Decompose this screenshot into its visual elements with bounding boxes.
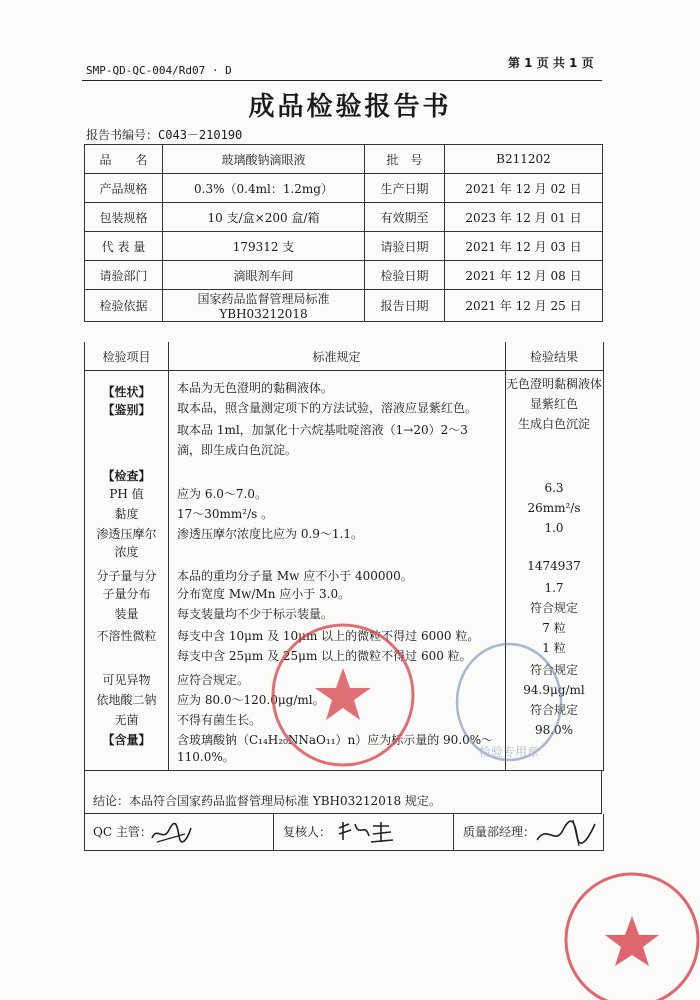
standard-line: 渗透压摩尔浓度比应为 0.9～1.1。 [177, 527, 363, 541]
result-value: 1.7 [544, 581, 564, 595]
standard-line: 本品的重均分子量 Mw 应不小于 400000。 [177, 569, 413, 583]
item-character: 【性状】 [102, 385, 151, 399]
result-value: 6.3 [544, 481, 564, 495]
column-divider [168, 342, 169, 770]
spec-value: 0.3%（0.4ml：1.2mg） [163, 174, 365, 203]
expiry-label: 有效期至 [365, 203, 445, 232]
item-molecular-weight: 分子量与分 [96, 569, 157, 583]
result-value: 7 粒 [542, 621, 566, 635]
document-title: 成品检验报告书 [248, 92, 452, 122]
dept-value: 滴眼剂车间 [163, 261, 365, 290]
batch-value: B211202 [445, 145, 603, 174]
header-rule [82, 80, 602, 81]
result-value: 98.0% [534, 723, 574, 737]
dept-label: 请验部门 [85, 261, 163, 290]
request-date-label: 请验日期 [365, 232, 445, 261]
test-date-label: 检验日期 [365, 261, 445, 290]
expiry-value: 2023 年 12 月 01 日 [445, 203, 603, 232]
result-value: 无色澄明黏稠液体 [505, 377, 602, 391]
test-seal-text: 检验专用章 [478, 745, 540, 759]
pack-value: 10 支/盒×200 盒/箱 [163, 203, 365, 232]
item-edta: 依地酸二钠 [96, 693, 157, 707]
standard-line: 每支装量均不少于标示装量。 [177, 607, 334, 621]
qc-supervisor-label: QC 主管： [93, 825, 152, 839]
company-seal [268, 620, 418, 770]
conclusion: 结论：本品符合国家药品监督管理局标准 YBH03212018 规定。 [84, 770, 602, 814]
standard-line: 含玻璃酸钠（C₁₄H₂₀NNaO₁₁）n）应为标示量的 90.0%～110.0%。 [177, 733, 494, 764]
standard-line: 应为 6.0～7.0。 [177, 487, 267, 501]
standard-line: 不得有菌生长。 [177, 713, 262, 727]
item-molecular-weight-2: 子量分布 [102, 587, 151, 601]
report-number-label: 报告书编号： [86, 128, 159, 142]
mfg-date-label: 生产日期 [365, 174, 445, 203]
item-ph: PH 值 [109, 487, 144, 501]
standard-line: 滴，即生成白色沉淀。 [177, 443, 298, 457]
item-osmolality: 渗透压摩尔 [96, 527, 157, 541]
col-header-standard: 标准规定 [312, 350, 361, 364]
test-seal [452, 640, 567, 770]
form-code: SMP-QD-QC-004/Rd07 · D [86, 64, 232, 77]
quantity-value: 179312 支 [163, 232, 365, 261]
request-date-value: 2021 年 12 月 03 日 [445, 232, 603, 261]
product-value: 玻璃酸钠滴眼液 [163, 145, 365, 174]
item-sterility: 无菌 [114, 713, 139, 727]
standard-line: 取本品 1ml，加氯化十六烷基吡啶溶液（1→20）2～3 [177, 423, 468, 437]
result-value: 显紫红色 [529, 397, 578, 411]
report-date-value: 2021 年 12 月 25 日 [445, 290, 603, 322]
report-number [86, 126, 242, 143]
item-fill-volume: 装量 [114, 607, 139, 621]
spec-label: 产品规格 [85, 174, 163, 203]
standard-line: 取本品，照含量测定项下的方法试验，溶液应显紫红色。 [177, 401, 478, 415]
test-date-value: 2021 年 12 月 08 日 [445, 261, 603, 290]
item-examination: 【检查】 [102, 469, 151, 483]
page-info: 第 1 页 共 1 页 [508, 56, 594, 70]
item-identification: 【鉴别】 [102, 403, 151, 417]
result-value: 符合规定 [529, 601, 578, 615]
pack-label: 包装规格 [85, 203, 163, 232]
standard-line: 分布宽度 Mw/Mn 应小于 3.0。 [177, 587, 351, 601]
result-value: 1 粒 [542, 641, 566, 655]
basis-label: 检验依据 [85, 290, 163, 322]
col-header-item: 检验项目 [102, 350, 151, 364]
result-value: 94.9μg/ml [523, 683, 585, 697]
column-divider [273, 814, 274, 850]
standard-line: 每支中含 25μm 及 25μm 以上的微粒不得过 600 粒。 [177, 649, 472, 663]
basis-value: 国家药品监督管理局标准 YBH03212018 [163, 290, 365, 322]
result-value: 1474937 [527, 559, 581, 573]
result-value: 符合规定 [529, 703, 578, 717]
mfg-date-value: 2021 年 12 月 02 日 [445, 174, 603, 203]
standard-line: 本品为无色澄明的黏稠液体。 [177, 381, 334, 395]
reviewer-label: 复核人： [283, 825, 332, 839]
standard-line: 应符合规定。 [177, 673, 250, 687]
product-label: 品 名 [85, 145, 163, 174]
qa-signature [533, 816, 599, 848]
item-viscosity: 黏度 [114, 507, 139, 521]
report-number-value: C043－210190 [158, 128, 243, 142]
quantity-label: 代 表 量 [85, 232, 163, 261]
header-divider [85, 370, 603, 371]
product-info-table [84, 144, 603, 322]
result-value: 生成白色沉淀 [517, 417, 590, 431]
result-value: 1.0 [544, 521, 564, 535]
batch-label: 批 号 [365, 145, 445, 174]
standard-line: 17～30mm²/s 。 [177, 507, 274, 521]
qc-signature [149, 820, 193, 846]
result-value: 符合规定 [529, 663, 578, 677]
item-particles: 不溶性微粒 [96, 629, 157, 643]
item-visible-matter: 可见异物 [102, 673, 151, 687]
column-divider [453, 814, 454, 850]
result-value: 26mm²/s [527, 501, 581, 515]
reviewer-signature [335, 818, 395, 846]
col-header-result: 检验结果 [529, 350, 578, 364]
signature-row [84, 814, 604, 851]
item-osmolality-2: 浓度 [114, 545, 139, 559]
qa-manager-label: 质量部经理： [463, 825, 536, 839]
report-date-label: 报告日期 [365, 290, 445, 322]
standard-line: 应为 80.0～120.0μg/ml。 [177, 693, 325, 707]
item-assay: 【含量】 [102, 733, 151, 747]
standard-line: 每支中含 10μm 及 10μm 以上的微粒不得过 6000 粒。 [177, 629, 480, 643]
quality-dept-seal [556, 868, 700, 1000]
